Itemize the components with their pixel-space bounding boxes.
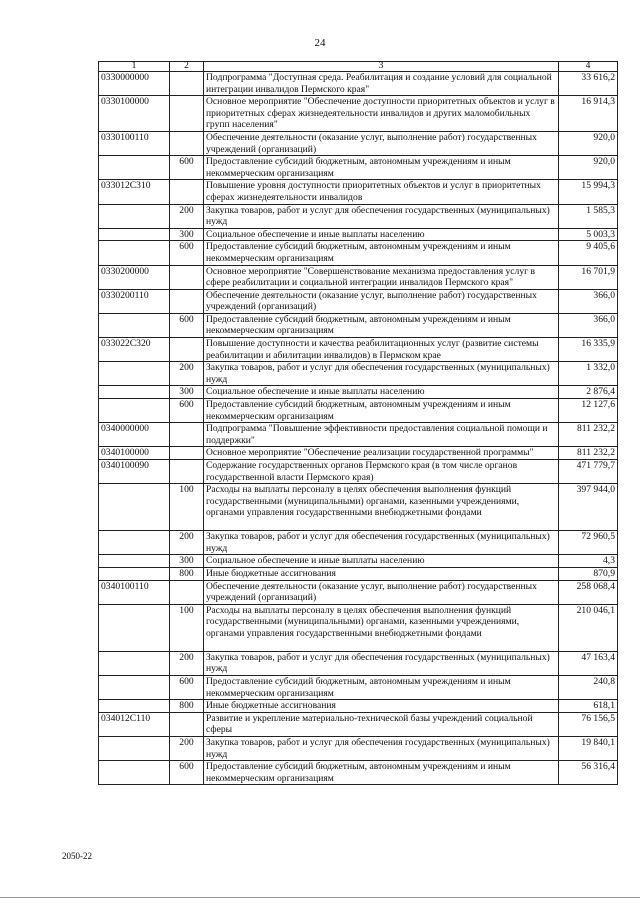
row-description-cell: Закупка товаров, работ и услуг для обеспечения государственных (муниципальных) нужд: [204, 204, 559, 228]
row-expense-type-cell: 600: [170, 675, 204, 699]
row-code-cell: [99, 736, 170, 760]
row-description-cell: Расходы на выплаты персоналу в целях обеспечения выполнения функций государственными (муниципальными) органами, казенными учреждениями, органами управления государственными внебюджетными фондами: [204, 484, 559, 531]
row-description-cell: Закупка товаров, работ и услуг для обеспечения государственных (муниципальных) нужд: [204, 531, 559, 555]
row-code-cell: [99, 362, 170, 386]
row-expense-type-cell: [170, 289, 204, 313]
row-description-cell: Основное мероприятие "Обеспечение доступности приоритетных объектов и услуг в приоритетных сферах жизнедеятельности инвалидов и других маломобильных групп населения": [204, 96, 559, 132]
row-amount-cell: 47 163,4: [559, 651, 618, 675]
row-code-cell: 034012С110: [99, 712, 170, 736]
row-description-cell: Подпрограмма "Повышение эффективности предоставления социальной помощи и поддержки": [204, 423, 559, 447]
row-code-cell: 0340000000: [99, 423, 170, 447]
row-expense-type-cell: 200: [170, 651, 204, 675]
row-expense-type-cell: 800: [170, 567, 204, 580]
row-expense-type-cell: [170, 423, 204, 447]
row-amount-cell: 9 405,6: [559, 241, 618, 265]
header-col-1: 1: [99, 62, 170, 72]
row-expense-type-cell: 300: [170, 555, 204, 568]
table-row: [99, 761, 618, 785]
row-description-cell: Предоставление субсидий бюджетным, автономным учреждениям и иным некоммерческим организациям: [204, 156, 559, 180]
row-code-cell: 0330100110: [99, 131, 170, 155]
row-expense-type-cell: 600: [170, 399, 204, 423]
row-amount-cell: 811 232,2: [559, 447, 618, 460]
table-row: [99, 313, 618, 337]
row-code-cell: 0330200000: [99, 265, 170, 289]
row-expense-type-cell: [170, 96, 204, 132]
row-code-cell: 0330200110: [99, 289, 170, 313]
row-code-cell: 0340100110: [99, 580, 170, 604]
table-row: [99, 204, 618, 228]
row-expense-type-cell: [170, 580, 204, 604]
row-expense-type-cell: 100: [170, 484, 204, 531]
row-amount-cell: 870,9: [559, 567, 618, 580]
row-code-cell: 0340100090: [99, 460, 170, 484]
row-code-cell: [99, 386, 170, 399]
row-amount-cell: 15 994,3: [559, 180, 618, 204]
row-description-cell: Повышение доступности и качества реабилитационных услуг (развитие системы реабилитации и абилитации инвалидов) в Пермском крае: [204, 338, 559, 362]
table-row: [99, 531, 618, 555]
row-amount-cell: 16 914,3: [559, 96, 618, 132]
row-description-cell: Основное мероприятие "Совершенствование механизма предоставления услуг в сфере реабилитации и социальной интеграции инвалидов Пермского края": [204, 265, 559, 289]
row-code-cell: 0330000000: [99, 72, 170, 96]
row-description-cell: Содержание государственных органов Пермского края (в том числе органов государственной власти Пермского края): [204, 460, 559, 484]
table-row: [99, 712, 618, 736]
row-amount-cell: 2 876,4: [559, 386, 618, 399]
row-code-cell: [99, 700, 170, 713]
row-code-cell: [99, 241, 170, 265]
table-row: [99, 675, 618, 699]
row-description-cell: Закупка товаров, работ и услуг для обеспечения государственных (муниципальных) нужд: [204, 362, 559, 386]
table-row: [99, 604, 618, 651]
table-row: [99, 651, 618, 675]
row-code-cell: 033012С310: [99, 180, 170, 204]
table-body: [99, 72, 618, 785]
table-row: [99, 447, 618, 460]
row-description-cell: Предоставление субсидий бюджетным, автономным учреждениям и иным некоммерческим организациям: [204, 675, 559, 699]
row-code-cell: [99, 313, 170, 337]
row-expense-type-cell: [170, 72, 204, 96]
table-row: [99, 580, 618, 604]
bottom-divider: [0, 897, 640, 898]
table-row: [99, 700, 618, 713]
row-amount-cell: 76 156,5: [559, 712, 618, 736]
row-amount-cell: 4,3: [559, 555, 618, 568]
table-row: [99, 484, 618, 531]
document-code: 2050-22: [62, 851, 92, 861]
table-row: [99, 423, 618, 447]
row-description-cell: Развитие и укрепление материально-технической базы учреждений социальной сферы: [204, 712, 559, 736]
row-code-cell: [99, 604, 170, 651]
page-number: 24: [314, 37, 326, 49]
table-row: [99, 386, 618, 399]
table-row: [99, 180, 618, 204]
row-expense-type-cell: 200: [170, 531, 204, 555]
header-col-4: 4: [559, 62, 618, 72]
row-expense-type-cell: [170, 131, 204, 155]
row-description-cell: Обеспечение деятельности (оказание услуг, выполнение работ) государственных учреждений (организаций): [204, 580, 559, 604]
row-description-cell: Основное мероприятие "Обеспечение реализации государственной программы": [204, 447, 559, 460]
row-description-cell: Закупка товаров, работ и услуг для обеспечения государственных (муниципальных) нужд: [204, 736, 559, 760]
row-code-cell: [99, 204, 170, 228]
row-amount-cell: 1 585,3: [559, 204, 618, 228]
row-amount-cell: 811 232,2: [559, 423, 618, 447]
table-row: [99, 72, 618, 96]
row-expense-type-cell: [170, 338, 204, 362]
row-expense-type-cell: 200: [170, 736, 204, 760]
row-amount-cell: 618,1: [559, 700, 618, 713]
row-expense-type-cell: 600: [170, 241, 204, 265]
budget-table-container: [98, 61, 617, 785]
row-amount-cell: 240,8: [559, 675, 618, 699]
row-amount-cell: 920,0: [559, 156, 618, 180]
row-expense-type-cell: 100: [170, 604, 204, 651]
table-row: [99, 399, 618, 423]
row-amount-cell: 366,0: [559, 289, 618, 313]
row-expense-type-cell: [170, 460, 204, 484]
row-expense-type-cell: [170, 265, 204, 289]
row-code-cell: [99, 484, 170, 531]
row-amount-cell: 920,0: [559, 131, 618, 155]
row-amount-cell: 366,0: [559, 313, 618, 337]
row-code-cell: 0330100000: [99, 96, 170, 132]
table-row: [99, 265, 618, 289]
row-expense-type-cell: 300: [170, 228, 204, 241]
row-code-cell: [99, 399, 170, 423]
row-description-cell: Социальное обеспечение и иные выплаты населению: [204, 228, 559, 241]
row-description-cell: Закупка товаров, работ и услуг для обеспечения государственных (муниципальных) нужд: [204, 651, 559, 675]
table-row: [99, 338, 618, 362]
row-code-cell: [99, 567, 170, 580]
row-description-cell: Предоставление субсидий бюджетным, автономным учреждениям и иным некоммерческим организациям: [204, 399, 559, 423]
row-expense-type-cell: [170, 180, 204, 204]
row-description-cell: Обеспечение деятельности (оказание услуг, выполнение работ) государственных учреждений (организаций): [204, 131, 559, 155]
table-row: [99, 131, 618, 155]
row-amount-cell: 16 335,9: [559, 338, 618, 362]
row-description-cell: Предоставление субсидий бюджетным, автономным учреждениям и иным некоммерческим организациям: [204, 313, 559, 337]
row-code-cell: [99, 228, 170, 241]
table-row: [99, 156, 618, 180]
row-amount-cell: 56 316,4: [559, 761, 618, 785]
row-description-cell: Повышение уровня доступности приоритетных объектов и услуг в приоритетных сферах жизнедеятельности инвалидов: [204, 180, 559, 204]
table-row: [99, 289, 618, 313]
row-expense-type-cell: 600: [170, 156, 204, 180]
table-header: [99, 62, 618, 72]
row-code-cell: [99, 675, 170, 699]
row-code-cell: 0340100000: [99, 447, 170, 460]
row-expense-type-cell: 200: [170, 204, 204, 228]
row-expense-type-cell: 600: [170, 313, 204, 337]
table-row: [99, 241, 618, 265]
table-row: [99, 460, 618, 484]
row-amount-cell: 258 068,4: [559, 580, 618, 604]
row-code-cell: [99, 531, 170, 555]
row-description-cell: Обеспечение деятельности (оказание услуг, выполнение работ) государственных учреждений (организаций): [204, 289, 559, 313]
row-description-cell: Предоставление субсидий бюджетным, автономным учреждениям и иным некоммерческим организациям: [204, 761, 559, 785]
header-row: [99, 62, 618, 72]
row-amount-cell: 16 701,9: [559, 265, 618, 289]
row-code-cell: [99, 761, 170, 785]
row-amount-cell: 5 003,3: [559, 228, 618, 241]
row-expense-type-cell: [170, 712, 204, 736]
row-amount-cell: 397 944,0: [559, 484, 618, 531]
table-row: [99, 736, 618, 760]
row-code-cell: [99, 555, 170, 568]
row-description-cell: Расходы на выплаты персоналу в целях обеспечения выполнения функций государственными (муниципальными) органами, казенными учреждениями, органами управления государственными внебюджетными фондами: [204, 604, 559, 651]
row-amount-cell: 19 840,1: [559, 736, 618, 760]
row-amount-cell: 1 332,0: [559, 362, 618, 386]
table-row: [99, 567, 618, 580]
row-description-cell: Иные бюджетные ассигнования: [204, 700, 559, 713]
row-expense-type-cell: 300: [170, 386, 204, 399]
table-row: [99, 555, 618, 568]
row-description-cell: Социальное обеспечение и иные выплаты населению: [204, 555, 559, 568]
header-col-3: 3: [204, 62, 559, 72]
budget-table: [98, 61, 618, 785]
row-description-cell: Иные бюджетные ассигнования: [204, 567, 559, 580]
header-col-2: 2: [170, 62, 204, 72]
row-code-cell: 033022С320: [99, 338, 170, 362]
table-row: [99, 96, 618, 132]
row-amount-cell: 471 779,7: [559, 460, 618, 484]
table-row: [99, 228, 618, 241]
table-row: [99, 362, 618, 386]
row-amount-cell: 12 127,6: [559, 399, 618, 423]
row-expense-type-cell: 800: [170, 700, 204, 713]
row-amount-cell: 72 960,5: [559, 531, 618, 555]
row-expense-type-cell: 600: [170, 761, 204, 785]
row-description-cell: Предоставление субсидий бюджетным, автономным учреждениям и иным некоммерческим организациям: [204, 241, 559, 265]
row-expense-type-cell: 200: [170, 362, 204, 386]
row-amount-cell: 33 616,2: [559, 72, 618, 96]
row-description-cell: Подпрограмма "Доступная среда. Реабилитация и создание условий для социальной интеграции инвалидов Пермского края": [204, 72, 559, 96]
row-code-cell: [99, 651, 170, 675]
row-expense-type-cell: [170, 447, 204, 460]
row-amount-cell: 210 046,1: [559, 604, 618, 651]
row-code-cell: [99, 156, 170, 180]
row-description-cell: Социальное обеспечение и иные выплаты населению: [204, 386, 559, 399]
